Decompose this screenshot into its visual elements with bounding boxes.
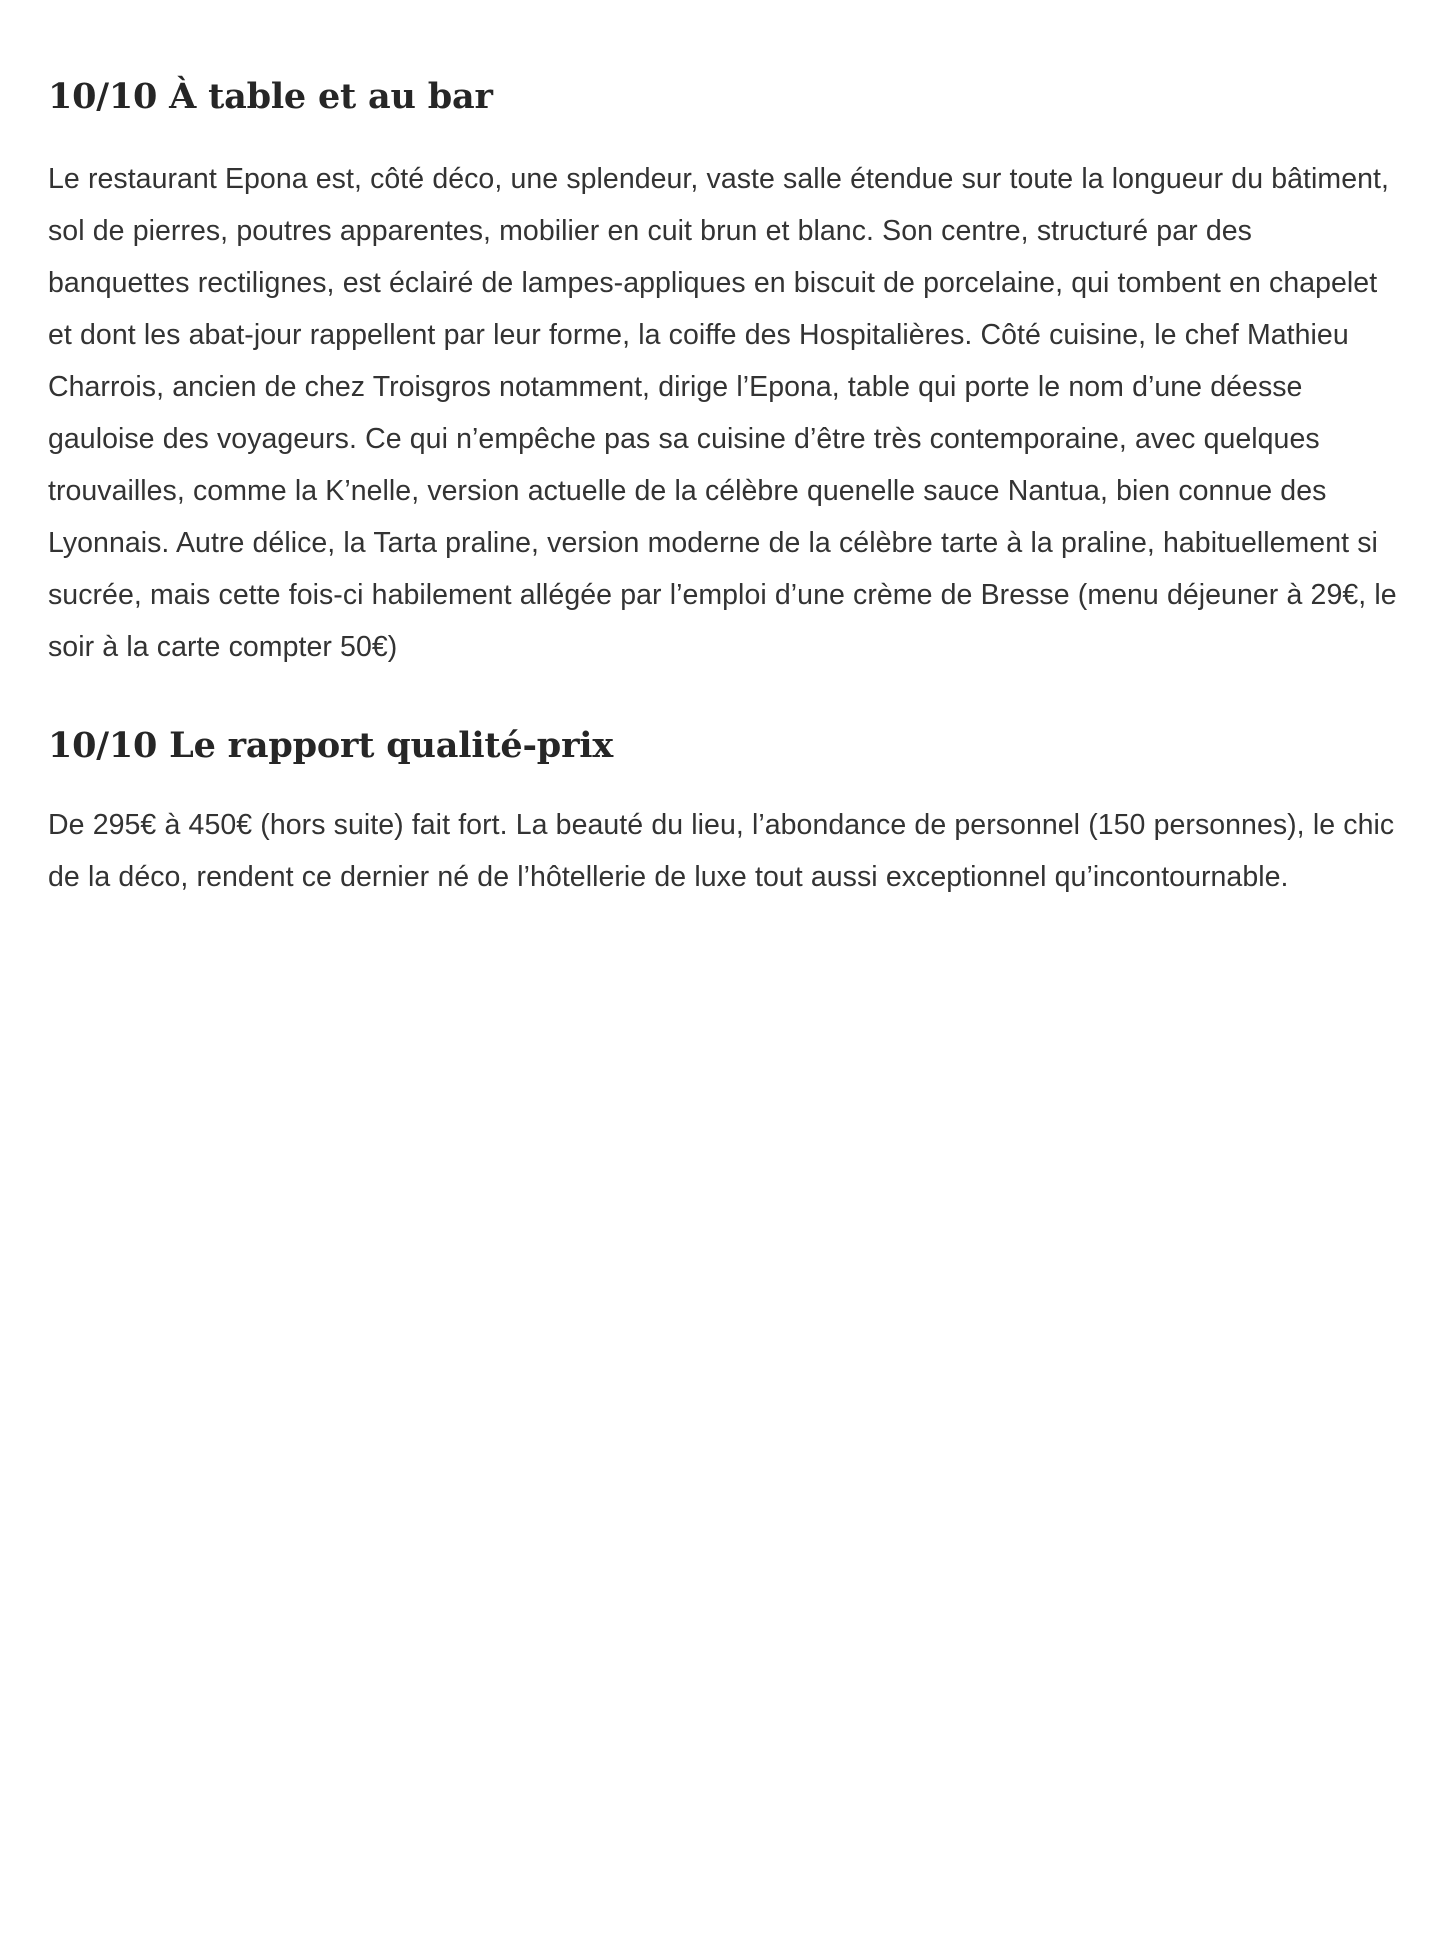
section-heading-rapport-qualite-prix: 10/10 Le rapport qualité-prix: [48, 724, 614, 766]
article-body: [0, 0, 1440, 903]
section-paragraph-rapport-qualite-prix: De 295€ à 450€ (hors suite) fait fort. La beauté du lieu, l’abondance de personnel (150 personnes), le chic de la déco, rendent ce dernier né de l’hôtellerie de luxe tout aussi exceptionnel qu’incontournable.: [48, 809, 1395, 894]
section-paragraph-table-et-bar: Le restaurant Epona est, côté déco, une splendeur, vaste salle étendue sur toute la longueur du bâtiment, sol de pierres, poutres apparentes, mobilier en cuit brun et blanc. Son centre, structuré par des banquettes rectilignes, est éclairé de lampes-appliques en biscuit de porcelaine, qui tombent en chapelet et dont les abat-jour rappellent par leur forme, la coiffe des Hospitalières. Côté cuisine, le chef Mathieu Charrois, ancien de chez Troisgros notamment, dirige l’Epona, table qui porte le nom d’une déesse gauloise des voyageurs. Ce qui n’empêche pas sa cuisine d’être très contemporaine, avec quelques trouvailles, comme la K’nelle, version actuelle de la célèbre quenelle sauce Nantua, bien connue des Lyonnais. Autre délice, la Tarta praline, version moderne de la célèbre tarte à la praline, habituellement si sucrée, mais cette fois-ci habilement allégée par l’emploi d’une crème de Bresse (menu déjeuner à 29€, le soir à la carte compter 50€): [48, 162, 1397, 663]
section-heading-table-et-bar: 10/10 À table et au bar: [48, 76, 493, 117]
